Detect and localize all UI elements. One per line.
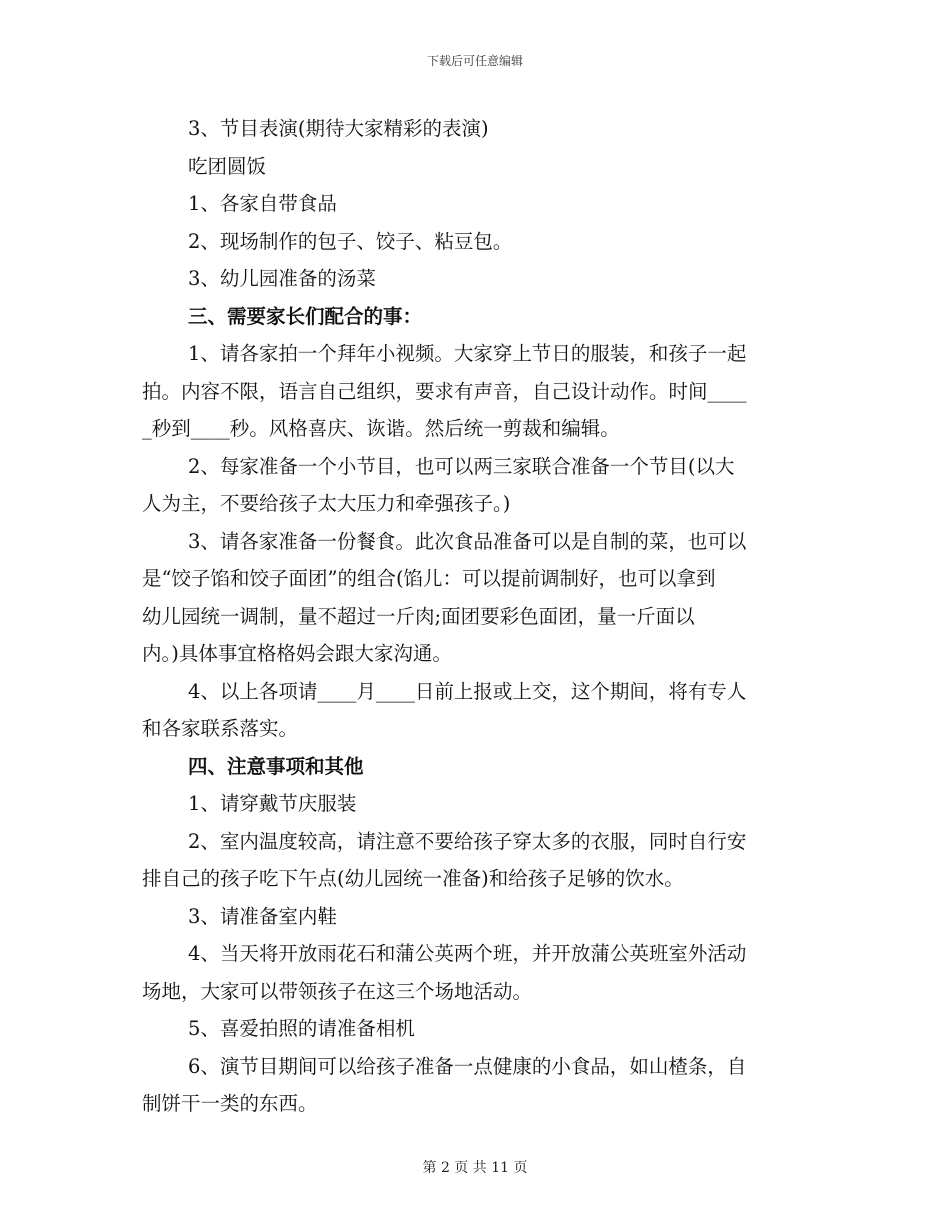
text-line: 3、请准备室内鞋 [188, 904, 337, 928]
text-line: 1、请穿戴节庆服装 [188, 792, 357, 815]
text-line: 是“饺子馅和饺子面团”的组合(馅儿：可以提前调制好，也可以拿到 [142, 567, 716, 590]
text-line: 制饼干一类的东西。 [142, 1092, 318, 1115]
text-line: 2、每家准备一个小节目，也可以两三家联合准备一个节目(以大 [188, 454, 735, 478]
text-line: 2、现场制作的包子、饺子、粘豆包。 [188, 229, 513, 253]
document-body [142, 110, 810, 1123]
text-line: _秒到____秒。风格喜庆、诙谐。然后统一剪裁和编辑。 [142, 417, 620, 440]
page-header: 下载后可任意编辑 [426, 54, 523, 68]
text-line: 和各家联系落实。 [142, 717, 299, 740]
text-line: 5、喜爱拍照的请准备相机 [188, 1017, 415, 1040]
text-line: 内。)具体事宜格格妈会跟大家沟通。 [142, 642, 452, 665]
text-line: 4、以上各项请____月____日前上报或上交，这个期间，将有专人 [188, 679, 747, 703]
text-line: 3、节目表演(期待大家精彩的表演) [188, 117, 489, 140]
text-line: 场地，大家可以带领孩子在这三个场地活动。 [142, 979, 533, 1003]
text-line: 3、请各家准备一份餐食。此次食品准备可以是自制的菜，也可以 [188, 529, 747, 553]
text-line: 人为主，不要给孩子太大压力和牵强孩子。) [142, 492, 511, 515]
text-line: 吃团圆饭 [188, 154, 267, 178]
text-line: 排自己的孩子吃下午点(幼儿园统一准备)和给孩子足够的饮水。 [142, 867, 684, 890]
text-line: 2、室内温度较高，请注意不要给孩子穿太多的衣服，同时自行安 [188, 829, 747, 853]
text-line: 6、演节目期间可以给孩子准备一点健康的小食品，如山楂条，自 [188, 1054, 747, 1078]
text-line: 1、请各家拍一个拜年小视频。大家穿上节日的服装，和孩子一起 [188, 342, 747, 365]
text-line: 拍。内容不限，语言自己组织，要求有声音，自己设计动作。时间____ [142, 379, 747, 403]
text-line: 幼儿园统一调制，量不超过一斤肉;面团要彩色面团，量一斤面以 [142, 604, 695, 628]
text-line: 4、当天将开放雨花石和蒲公英两个班，并开放蒲公英班室外活动 [188, 942, 747, 965]
text-line: 3、幼儿园准备的汤菜 [188, 267, 376, 290]
text-line: 1、各家自带食品 [188, 192, 337, 215]
section-heading: 三、需要家长们配合的事： [188, 304, 423, 328]
section-heading: 四、注意事项和其他 [188, 754, 364, 778]
page-number: 第 2 页 共 11 页 [422, 1160, 528, 1176]
